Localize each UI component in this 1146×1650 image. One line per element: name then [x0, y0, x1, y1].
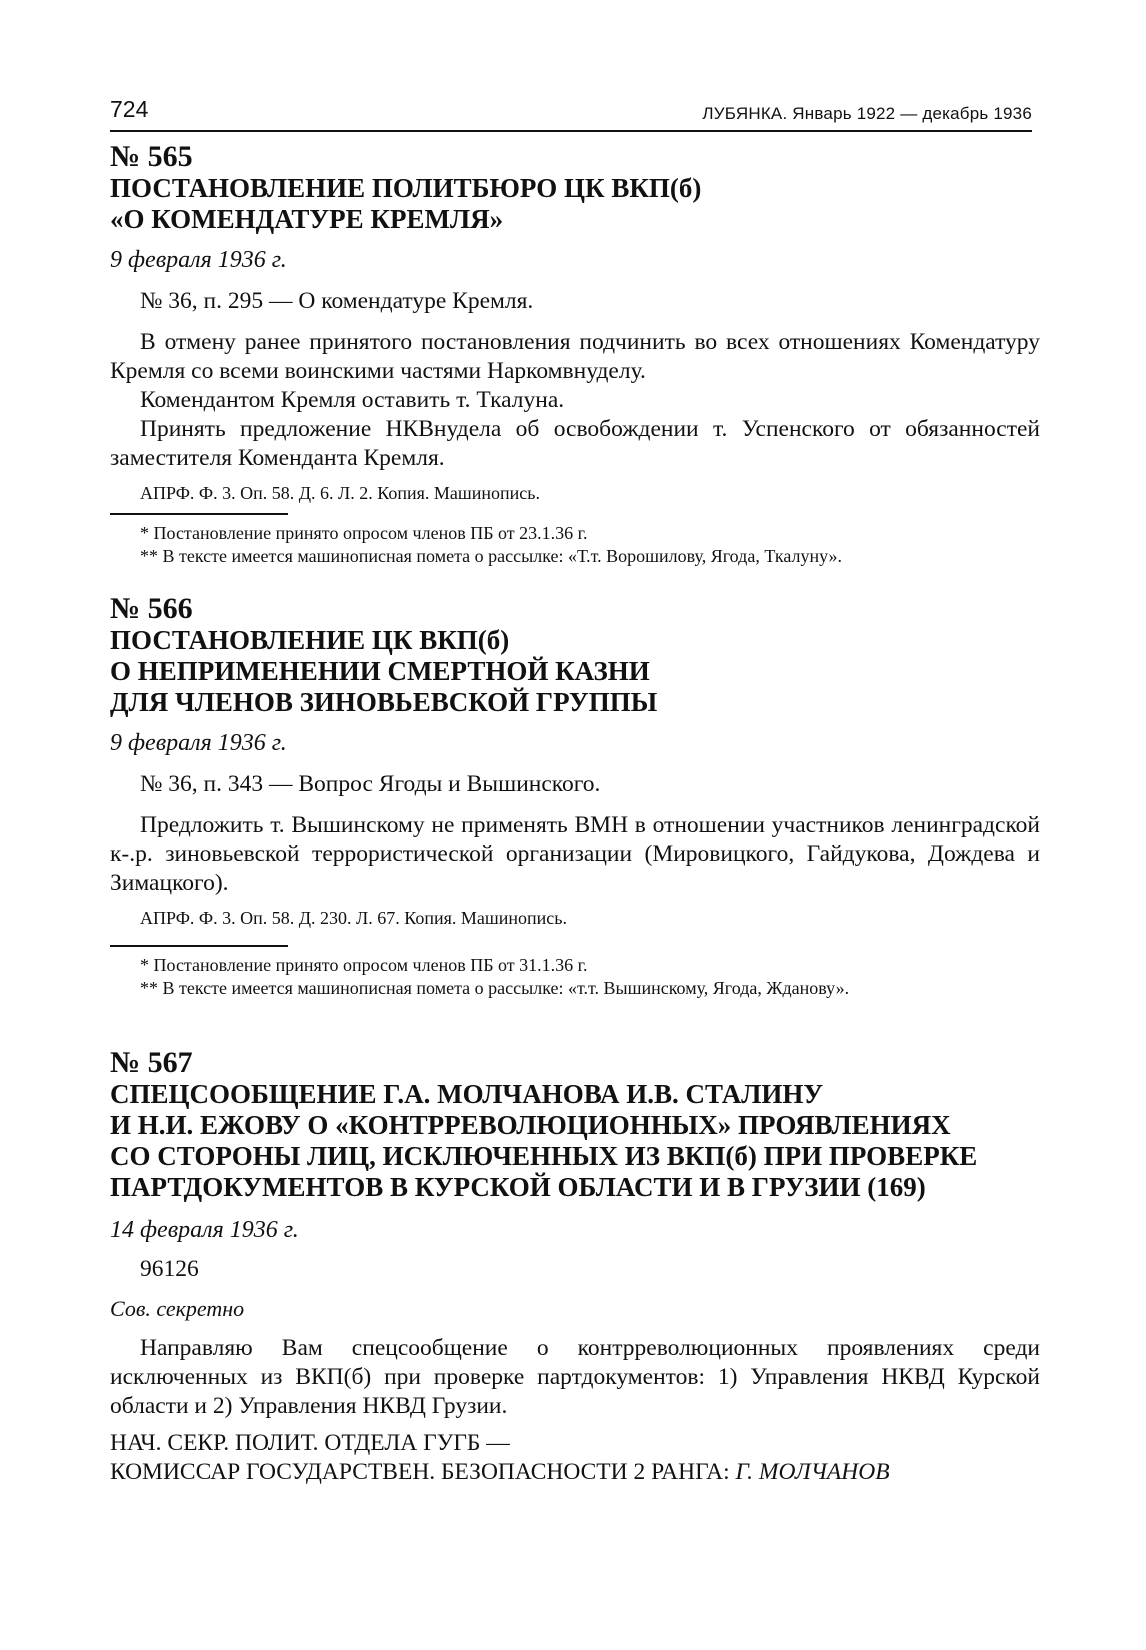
body-paragraph: Предложить т. Вышинскому не применять ВМН в отношении участников ленинградской к-.р. зиновьевской террористической организации (Мировицкого, Гайдукова, Дождева и Зимацкого). — [110, 812, 1040, 896]
footnote: ** В тексте имеется машинописная помета о рассылке: «Т.т. Ворошилову, Ягода, Ткалуну». — [140, 546, 843, 566]
document-date: 9 февраля 1936 г. — [110, 730, 287, 756]
footnotes-566 — [110, 954, 1040, 1000]
secrecy-stamp: Сов. секретно — [110, 1296, 245, 1321]
document-number: № 565 — [110, 140, 193, 173]
document-title-line: СО СТОРОНЫ ЛИЦ, ИСКЛЮЧЕННЫХ ИЗ ВКП(б) ПРИ ПРОВЕРКЕ — [110, 1141, 978, 1171]
footnote: ** В тексте имеется машинописная помета о рассылке: «т.т. Вышинскому, Ягода, Жданову». — [140, 978, 850, 998]
document-date: 9 февраля 1936 г. — [110, 247, 287, 273]
archive-reference: АПРФ. Ф. 3. Оп. 58. Д. 230. Л. 67. Копия. Машинопись. — [140, 908, 567, 928]
document-title-line: ДЛЯ ЧЛЕНОВ ЗИНОВЬЕВСКОЙ ГРУППЫ — [110, 687, 658, 717]
document-title-line: ПАРТДОКУМЕНТОВ В КУРСКОЙ ОБЛАСТИ И В ГРУЗИИ (169) — [110, 1172, 926, 1202]
signature-line: НАЧ. СЕКР. ПОЛИТ. ОТДЕЛА ГУГБ — — [110, 1430, 510, 1456]
document-title-line: И Н.И. ЕЖОВУ О «КОНТРРЕВОЛЮЦИОННЫХ» ПРОЯВЛЕНИЯХ — [110, 1110, 951, 1140]
footnote-divider — [110, 513, 288, 515]
footnote: * Постановление принято опросом членов ПБ от 31.1.36 г. — [140, 955, 588, 975]
archive-reference: АПРФ. Ф. 3. Оп. 58. Д. 6. Л. 2. Копия. Машинопись. — [140, 483, 540, 503]
document-566 — [110, 592, 1040, 930]
footnote-divider — [110, 945, 288, 947]
document-number: № 566 — [110, 592, 193, 625]
body-paragraph: Комендантом Кремля оставить т. Ткалуна. — [140, 387, 565, 413]
footnote: * Постановление принято опросом членов ПБ от 23.1.36 г. — [140, 523, 588, 543]
running-title: ЛУБЯНКА. Январь 1922 — декабрь 1936 — [702, 104, 1032, 123]
registration-number: 96126 — [140, 1256, 199, 1282]
document-date: 14 февраля 1936 г. — [110, 1217, 299, 1243]
signature-block — [110, 1458, 1040, 1487]
body-paragraph: В отмену ранее принятого постановления подчинить во всех отношениях Комендатуру Кремля со всеми воинскими частями Наркомвнуделу. — [110, 329, 1040, 384]
document-567 — [110, 1046, 1040, 1487]
document-title-line: «О КОМЕНДАТУРЕ КРЕМЛЯ» — [110, 204, 504, 234]
signature-name: Г. МОЛЧАНОВ — [735, 1459, 890, 1485]
document-title-line: ПОСТАНОВЛЕНИЕ ПОЛИТБЮРО ЦК ВКП(б) — [110, 173, 702, 203]
footnotes-565 — [110, 522, 1040, 568]
document-number: № 567 — [110, 1046, 193, 1079]
body-paragraph: Принять предложение НКВнудела об освобождении т. Успенского от обязанностей заместителя Коменданта Кремля. — [110, 416, 1040, 471]
protocol-reference: № 36, п. 343 — Вопрос Ягоды и Вышинского. — [140, 771, 601, 797]
page-number: 724 — [110, 96, 149, 122]
signature-title: КОМИССАР ГОСУДАРСТВЕН. БЕЗОПАСНОСТИ 2 РАНГА: — [110, 1459, 736, 1485]
document-title-line: СПЕЦСООБЩЕНИЕ Г.А. МОЛЧАНОВА И.В. СТАЛИНУ — [110, 1079, 824, 1109]
document-title-line: О НЕПРИМЕНЕНИИ СМЕРТНОЙ КАЗНИ — [110, 656, 650, 686]
page-header — [110, 96, 1032, 132]
document-565 — [110, 140, 1040, 505]
body-paragraph: Направляю Вам спецсообщение о контрреволюционных проявлениях среди исключенных из ВКП(б) при проверке партдокументов: 1) Управления НКВД Курской области и 2) Управления НКВД Грузии. — [110, 1335, 1040, 1419]
protocol-reference: № 36, п. 295 — О комендатуре Кремля. — [140, 288, 534, 314]
document-title-line: ПОСТАНОВЛЕНИЕ ЦК ВКП(б) — [110, 625, 510, 655]
